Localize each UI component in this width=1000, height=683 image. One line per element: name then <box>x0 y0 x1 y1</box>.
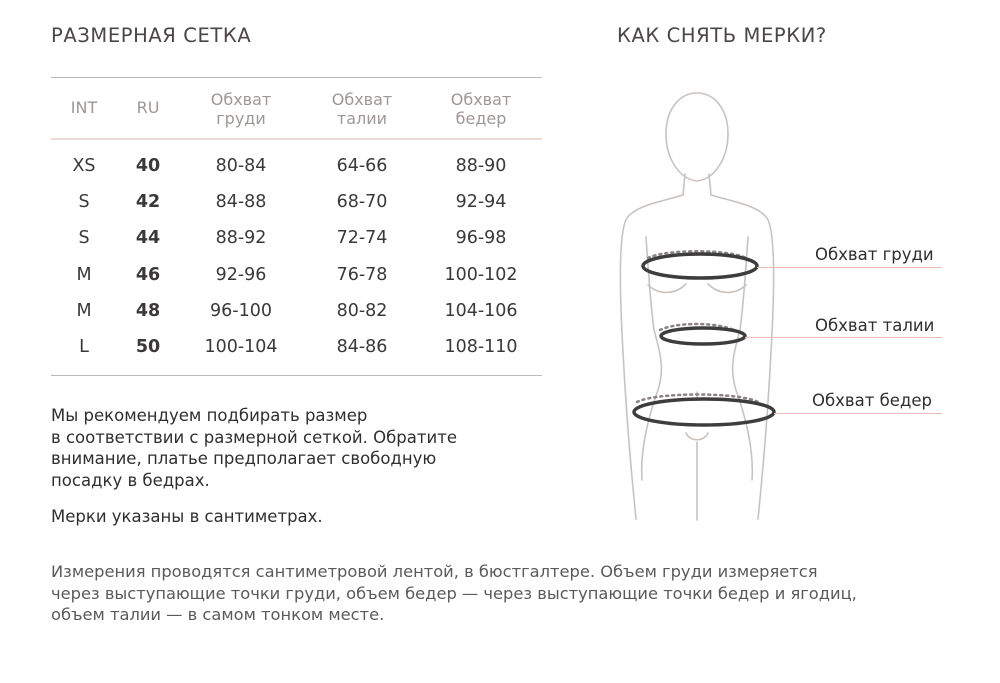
header-hips-line2: бедер <box>455 109 507 128</box>
cell-ru: 40 <box>135 156 161 176</box>
cell-ru: 42 <box>135 192 161 213</box>
cell-chest: 96-100 <box>210 300 272 321</box>
hips-tape <box>634 399 774 425</box>
cell-waist: 64-66 <box>336 156 388 176</box>
cell-hips: 108-110 <box>444 337 518 357</box>
cell-waist: 76-78 <box>336 264 388 285</box>
header-int: INT <box>70 98 98 117</box>
hips-leader-line <box>774 413 942 414</box>
cell-chest: 84-88 <box>215 192 267 213</box>
header-ru: RU <box>136 98 160 117</box>
cell-waist: 68-70 <box>336 192 388 213</box>
cell-chest: 100-104 <box>204 337 278 357</box>
recommendation-line: в соответствии с размерной сеткой. Обратите <box>51 427 457 447</box>
cell-chest: 92-96 <box>215 264 267 285</box>
measurement-note-line: объем талии — в самом тонком месте. <box>51 605 385 624</box>
cell-waist: 84-86 <box>336 337 388 357</box>
recommendation-line: посадку в бедрах. <box>51 470 210 490</box>
cell-hips: 100-102 <box>444 264 518 285</box>
cell-int: L <box>79 337 89 357</box>
cell-chest: 88-92 <box>215 228 267 249</box>
chest-tape <box>643 254 757 278</box>
waist-tape <box>661 328 745 344</box>
hips-label: Обхват бедер <box>812 391 932 410</box>
cell-hips: 92-94 <box>455 192 507 213</box>
body-outline <box>620 93 773 520</box>
units-note: Мерки указаны в сантиметрах. <box>51 507 323 526</box>
cell-hips: 88-90 <box>455 156 507 176</box>
cell-hips: 96-98 <box>455 228 507 249</box>
recommendation-line: внимание, платье предполагает свободную <box>51 449 437 468</box>
measurement-note-line: Измерения проводятся сантиметровой лентой, в бюстгалтере. Объем груди измеряется <box>51 562 818 581</box>
cell-int: M <box>76 264 92 285</box>
cell-int: S <box>78 228 90 249</box>
cell-int: S <box>78 192 90 213</box>
how-to-measure-title: КАК СНЯТЬ МЕРКИ? <box>617 24 827 47</box>
header-waist-line1: Обхват <box>331 90 393 109</box>
header-hips-line1: Обхват <box>450 90 512 109</box>
waist-leader-line <box>745 337 942 338</box>
cell-waist: 80-82 <box>336 300 388 321</box>
chest-label: Обхват груди <box>815 245 934 264</box>
cell-hips: 104-106 <box>444 300 518 321</box>
cell-waist: 72-74 <box>336 228 388 249</box>
header-chest-line1: Обхват <box>210 90 272 109</box>
size-chart-title: РАЗМЕРНАЯ СЕТКА <box>51 24 252 47</box>
cell-chest: 80-84 <box>215 156 267 176</box>
cell-ru: 44 <box>135 228 161 249</box>
waist-label: Обхват талии <box>815 316 935 335</box>
recommendation-line: Мы рекомендуем подбирать размер <box>51 406 368 425</box>
cell-ru: 46 <box>135 264 161 285</box>
cell-int: XS <box>72 156 96 176</box>
header-waist-line2: талии <box>336 109 388 128</box>
cell-int: M <box>76 300 92 321</box>
chest-leader-line <box>757 267 942 268</box>
measurement-note-line: через выступающие точки груди, объем бедер — через выступающие точки бедер и ягодиц, <box>51 583 857 603</box>
cell-ru: 50 <box>135 337 161 357</box>
cell-ru: 48 <box>135 300 161 321</box>
header-chest-line2: груди <box>216 109 266 128</box>
